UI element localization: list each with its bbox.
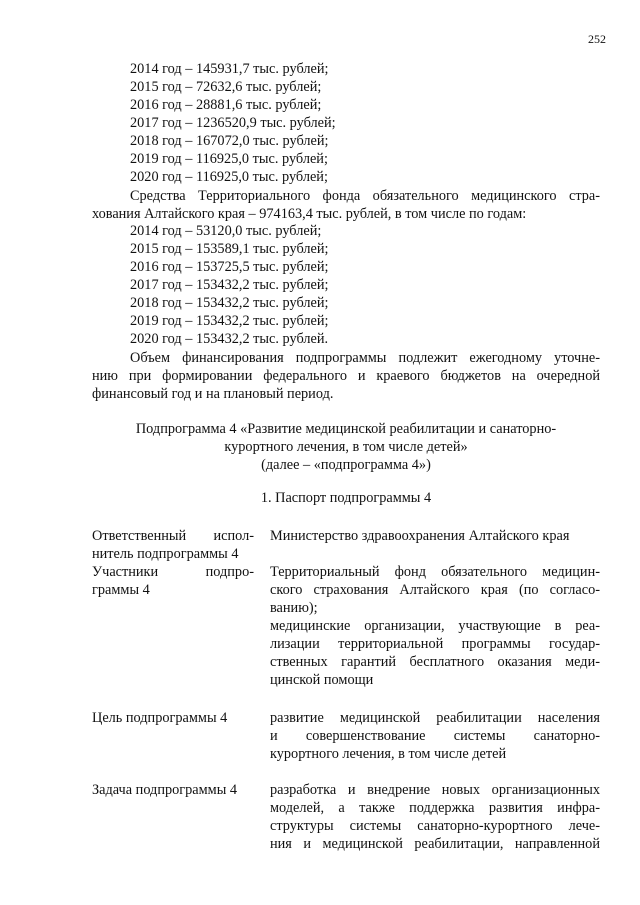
volume-note-line: финансовый год и на плановый период. xyxy=(92,386,334,402)
list-item: 2019 год – 153432,2 тыс. рублей; xyxy=(130,313,329,329)
passport-heading: 1. Паспорт подпрограммы 4 xyxy=(260,490,432,506)
list-item: 2019 год – 116925,0 тыс. рублей; xyxy=(130,151,328,167)
subprogram-title-line: Подпрограмма 4 «Развитие медицинской реабилитации и санаторно- xyxy=(135,421,557,437)
list-item: 2016 год – 153725,5 тыс. рублей; xyxy=(130,259,329,275)
list-item: 2018 год – 153432,2 тыс. рублей; xyxy=(130,295,329,311)
subprogram-title-line: курортного лечения, в том числе детей» xyxy=(224,439,468,455)
participants-line: цинской помощи xyxy=(270,672,374,688)
goal-line: курортного лечения, в том числе детей xyxy=(270,746,507,762)
list-item: 2015 год – 72632,6 тыс. рублей; xyxy=(130,79,322,95)
list-item: 2014 год – 145931,7 тыс. рублей; xyxy=(130,61,329,77)
task-line: моделей, а также поддержка развития инфра- xyxy=(270,800,600,816)
participants-line: Территориальный фонд обязательного медицин- xyxy=(270,564,600,580)
executor-label-line: нитель подпрограммы 4 xyxy=(92,546,239,562)
goal-line: и совершенствование системы санаторно- xyxy=(270,728,600,744)
list-item: 2017 год – 1236520,9 тыс. рублей; xyxy=(130,115,336,131)
subprogram-title-line: (далее – «подпрограмма 4») xyxy=(261,457,431,473)
participants-line: ского страхования Алтайского края (по согласо- xyxy=(270,582,600,598)
participants-line: медицинские организации, участвующие в реа- xyxy=(270,618,600,634)
executor-label-line: Ответственный испол- xyxy=(92,528,254,544)
list-item: 2018 год – 167072,0 тыс. рублей; xyxy=(130,133,329,149)
task-label: Задача подпрограммы 4 xyxy=(92,782,238,798)
fund-intro-paragraph xyxy=(92,187,600,223)
participants-value xyxy=(270,563,600,689)
executor-value: Министерство здравоохранения Алтайского края xyxy=(270,528,570,544)
list-item: 2014 год – 53120,0 тыс. рублей; xyxy=(130,223,322,239)
list-item: 2017 год – 153432,2 тыс. рублей; xyxy=(130,277,329,293)
participants-label-line: Участники подпро- xyxy=(92,564,254,580)
list-item: 2016 год – 28881,6 тыс. рублей; xyxy=(130,97,322,113)
participants-label xyxy=(92,563,254,599)
participants-line: ственных гарантий бесплатного оказания меди- xyxy=(270,654,600,670)
task-value xyxy=(270,781,600,853)
executor-label xyxy=(92,527,254,563)
list-item: 2020 год – 153432,2 тыс. рублей. xyxy=(130,331,329,347)
goal-label: Цель подпрограммы 4 xyxy=(92,710,228,726)
page-number: 252 xyxy=(588,32,606,46)
goal-line: развитие медицинской реабилитации населения xyxy=(270,710,600,726)
task-line: разработка и внедрение новых организационных xyxy=(270,782,600,798)
participants-label-line: граммы 4 xyxy=(92,582,150,598)
subprogram-title xyxy=(92,420,600,474)
fund-intro-line: хования Алтайского края – 974163,4 тыс. рублей, в том числе по годам: xyxy=(92,206,527,222)
task-line: структуры системы санаторно-курортного лече- xyxy=(270,818,600,834)
task-line: ния и медицинской реабилитации, направленной xyxy=(270,836,600,852)
participants-line: ванию); xyxy=(270,600,318,616)
participants-line: лизации территориальной программы государ- xyxy=(270,636,600,652)
goal-value xyxy=(270,709,600,763)
list-item: 2020 год – 116925,0 тыс. рублей; xyxy=(130,169,328,185)
fund-intro-line: Средства Территориального фонда обязательного медицинского стра- xyxy=(130,188,600,204)
volume-note-line: Объем финансирования подпрограммы подлежит ежегодному уточне- xyxy=(130,350,600,366)
volume-note-line: нию при формировании федерального и краевого бюджетов на очередной xyxy=(92,368,600,384)
list-item: 2015 год – 153589,1 тыс. рублей; xyxy=(130,241,329,257)
volume-note-paragraph xyxy=(92,349,600,403)
